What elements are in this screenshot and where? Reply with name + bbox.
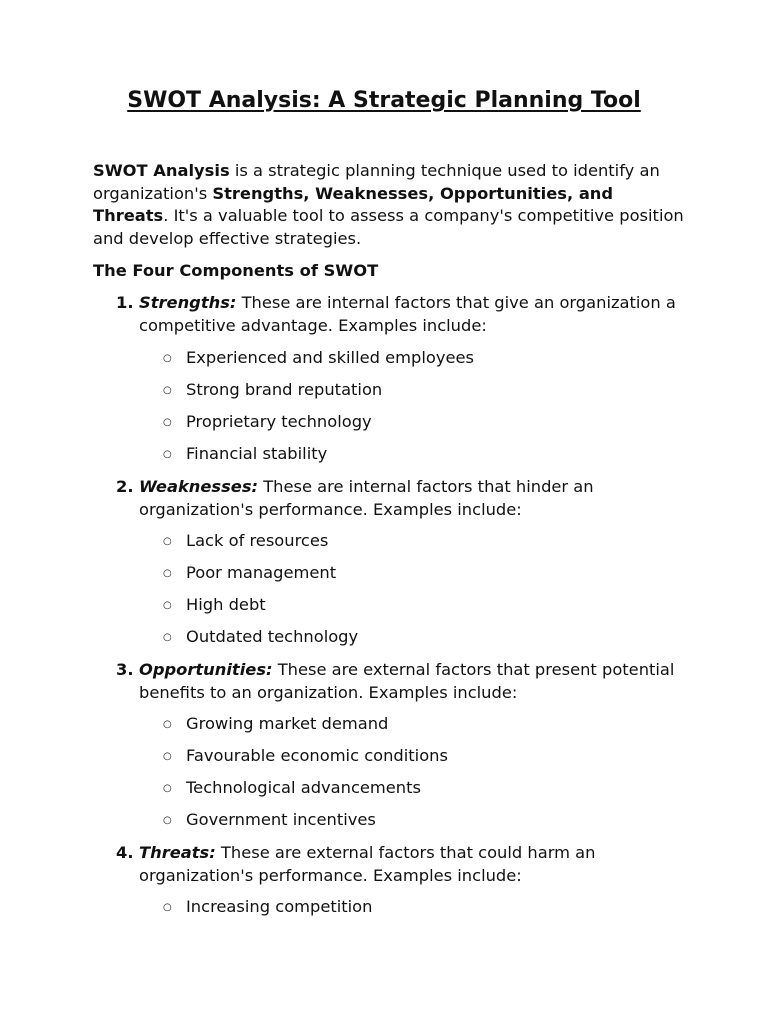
component-term: Strengths: <box>139 293 237 312</box>
example-text: Increasing competition <box>186 897 373 916</box>
example-text: Lack of resources <box>186 531 329 550</box>
component-number: 3. <box>116 660 134 679</box>
component-number: 2. <box>116 477 134 496</box>
list-item <box>93 626 653 648</box>
list-item <box>93 411 653 433</box>
bullet-icon: ○ <box>163 815 172 826</box>
component-number: 4. <box>116 843 134 862</box>
bullet-icon: ○ <box>163 600 172 611</box>
example-text: Technological advancements <box>186 778 421 797</box>
component-text <box>139 842 689 887</box>
example-text: Financial stability <box>186 444 328 463</box>
component-description: These are external factors that present potential benefits to an organization. Examples include: <box>139 660 675 702</box>
intro-text-2: . It's a valuable tool to assess a company's competitive position and develop effective strategies. <box>93 206 684 248</box>
intro-paragraph <box>93 160 693 250</box>
example-text: Favourable economic conditions <box>186 746 448 765</box>
bullet-icon: ○ <box>163 719 172 730</box>
bullet-icon: ○ <box>163 902 172 913</box>
example-text: Poor management <box>186 563 337 582</box>
list-item <box>93 347 653 369</box>
bullet-icon: ○ <box>163 449 172 460</box>
bullet-icon: ○ <box>163 632 172 643</box>
example-text: High debt <box>186 595 266 614</box>
bullet-icon: ○ <box>163 353 172 364</box>
bullet-icon: ○ <box>163 417 172 428</box>
list-item <box>93 379 653 401</box>
component-description: These are external factors that could harm an organization's performance. Examples include: <box>139 843 596 885</box>
list-item <box>93 745 653 767</box>
list-item <box>93 562 653 584</box>
section-heading: The Four Components of SWOT <box>93 261 379 280</box>
list-item <box>93 713 653 735</box>
list-item <box>93 896 653 918</box>
list-item <box>93 443 653 465</box>
list-item <box>93 594 653 616</box>
example-text: Growing market demand <box>186 714 389 733</box>
component-number: 1. <box>116 293 134 312</box>
component-term: Opportunities: <box>139 660 273 679</box>
component-text <box>139 292 689 337</box>
bullet-icon: ○ <box>163 783 172 794</box>
list-item <box>93 530 653 552</box>
component-description: These are internal factors that hinder an organization's performance. Examples include: <box>139 477 594 519</box>
component-description: These are internal factors that give an organization a competitive advantage. Examples include: <box>139 293 676 335</box>
bullet-icon: ○ <box>163 385 172 396</box>
intro-term: SWOT Analysis <box>93 161 230 180</box>
document-title: SWOT Analysis: A Strategic Planning Tool <box>127 88 641 113</box>
component-term: Weaknesses: <box>139 477 259 496</box>
list-item <box>93 777 653 799</box>
bullet-icon: ○ <box>163 536 172 547</box>
example-text: Strong brand reputation <box>186 380 383 399</box>
bullet-icon: ○ <box>163 568 172 579</box>
example-text: Proprietary technology <box>186 412 372 431</box>
intro-components: Strengths, Weaknesses, Opportunities, and Threats <box>93 183 614 225</box>
list-item <box>93 809 653 831</box>
component-text <box>139 659 689 704</box>
example-text: Outdated technology <box>186 627 359 646</box>
bullet-icon: ○ <box>163 751 172 762</box>
example-text: Government incentives <box>186 810 376 829</box>
component-text <box>139 476 689 521</box>
example-text: Experienced and skilled employees <box>186 348 474 367</box>
component-term: Threats: <box>139 843 216 862</box>
intro-text-1: is a strategic planning technique used to identify an organization's <box>93 161 660 203</box>
